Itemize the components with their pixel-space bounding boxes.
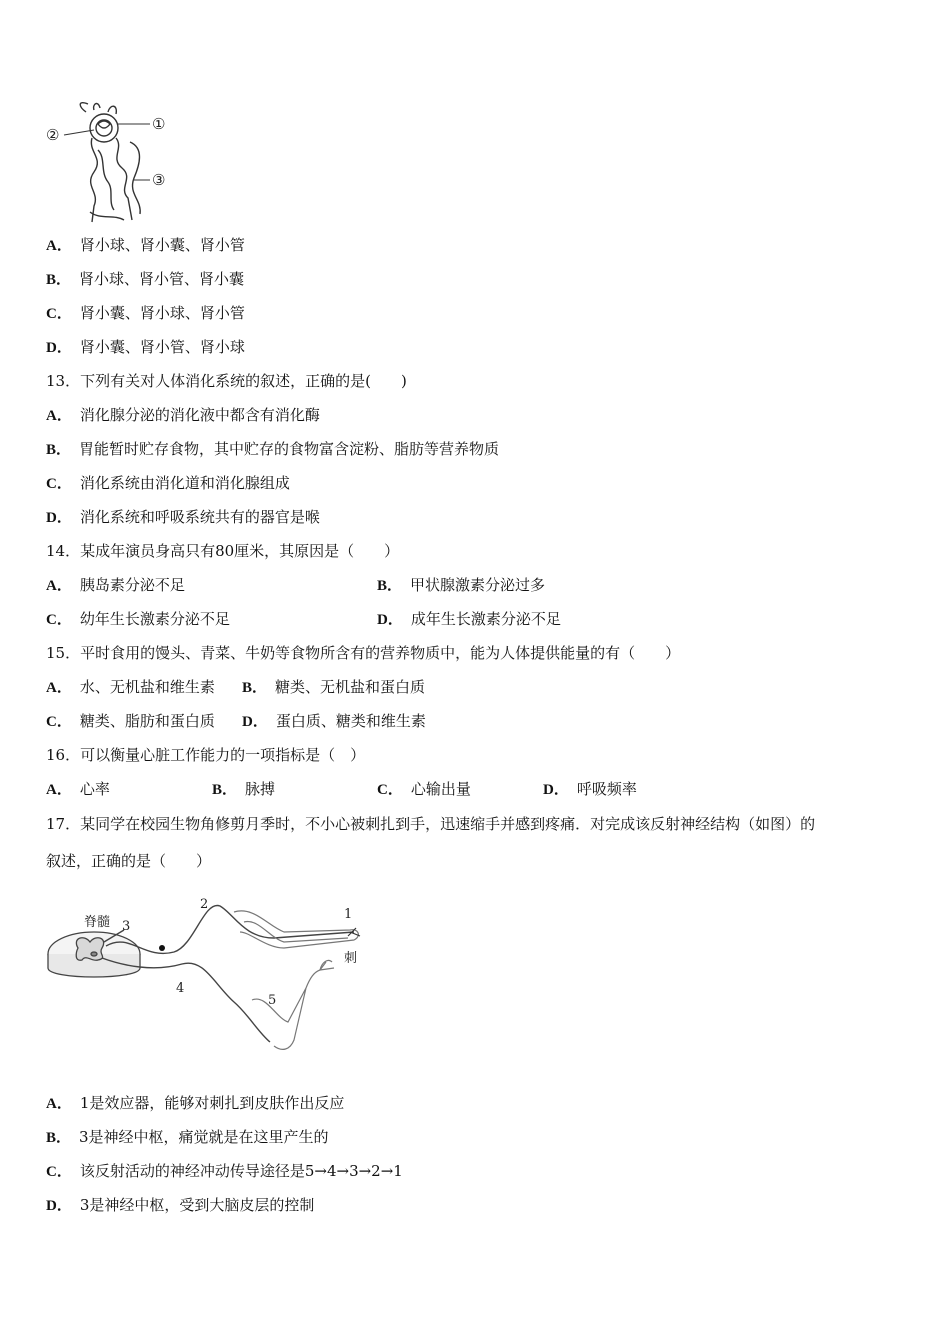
q13-stem: 13．下列有关对人体消化系统的叙述，正确的是( )	[46, 372, 407, 390]
q13-option-a[interactable]	[46, 405, 320, 426]
nephron-figure	[44, 102, 184, 227]
option-label: B．	[46, 1130, 72, 1146]
ganglion-dot	[159, 945, 165, 951]
option-label: D．	[377, 612, 403, 628]
option-label: C．	[46, 612, 72, 628]
q15-option-b[interactable]	[242, 677, 425, 698]
option-text: 蛋白质、糖类和维生素	[275, 712, 426, 730]
q12-option-d[interactable]	[46, 337, 245, 358]
q14-option-d[interactable]	[377, 609, 561, 630]
option-label: D．	[46, 510, 72, 526]
option-text: 3是神经中枢，受到大脑皮层的控制	[79, 1196, 315, 1214]
option-label: C．	[46, 714, 72, 730]
spinal-cord-icon	[48, 932, 140, 977]
option-text: 脉搏	[245, 780, 276, 798]
option-text: 糖类、脂肪和蛋白质	[79, 712, 215, 730]
option-label: C．	[46, 306, 72, 322]
option-text: 该反射活动的神经冲动传导途径是5→4→3→2→1	[79, 1162, 403, 1180]
q12-option-b[interactable]	[46, 269, 244, 290]
option-label: C．	[46, 476, 72, 492]
reflex-arc-figure	[44, 892, 374, 1072]
figure-number-5: 5	[268, 993, 277, 1008]
option-text: 成年生长激素分泌不足	[410, 610, 561, 628]
option-text: 肾小囊、肾小球、肾小管	[79, 304, 245, 322]
q17-option-d[interactable]	[46, 1195, 314, 1216]
option-label: D．	[46, 1198, 72, 1214]
option-text: 消化系统由消化道和消化腺组成	[79, 474, 290, 492]
q14-option-a[interactable]	[46, 575, 185, 596]
option-label: D．	[242, 714, 268, 730]
sensory-nerve	[106, 905, 354, 953]
option-text: 肾小球、肾小囊、肾小管	[79, 236, 245, 254]
option-label: B．	[212, 782, 238, 798]
q15-stem: 15．平时食用的馒头、青菜、牛奶等食物所含有的营养物质中，能为人体提供能量的有（ ）	[46, 644, 681, 662]
figure-number-4: 4	[176, 981, 185, 996]
q12-option-c[interactable]	[46, 303, 245, 324]
q16-option-d[interactable]	[543, 779, 637, 800]
figure-number-2: 2	[200, 897, 209, 912]
sting-label: 刺	[344, 951, 358, 966]
q17-option-c[interactable]	[46, 1161, 403, 1182]
nephron-label-3: ③	[152, 171, 166, 189]
q14-option-b[interactable]	[377, 575, 545, 596]
figure-number-1: 1	[344, 907, 353, 922]
option-text: 糖类、无机盐和蛋白质	[275, 678, 426, 696]
option-label: A．	[46, 238, 72, 254]
label-leader-2	[64, 130, 94, 135]
q16-stem: 16．可以衡量心脏工作能力的一项指标是（ ）	[46, 746, 366, 764]
option-text: 消化腺分泌的消化液中都含有消化酶	[79, 406, 320, 424]
q13-option-d[interactable]	[46, 507, 320, 528]
option-label: D．	[543, 782, 569, 798]
option-label: A．	[46, 408, 72, 424]
option-label: B．	[242, 680, 268, 696]
option-label: D．	[46, 340, 72, 356]
option-label: B．	[377, 578, 403, 594]
option-text: 心率	[79, 780, 110, 798]
q13-option-c[interactable]	[46, 473, 290, 494]
option-text: 幼年生长激素分泌不足	[79, 610, 230, 628]
q12-option-a[interactable]	[46, 235, 245, 256]
spinal-cord-label: 脊髓	[84, 915, 111, 930]
q16-option-b[interactable]	[212, 779, 275, 800]
option-text: 肾小囊、肾小管、肾小球	[79, 338, 245, 356]
option-label: C．	[377, 782, 403, 798]
option-label: B．	[46, 442, 72, 458]
option-label: C．	[46, 1164, 72, 1180]
option-text: 甲状腺激素分泌过多	[410, 576, 546, 594]
option-label: A．	[46, 680, 72, 696]
q14-option-c[interactable]	[46, 609, 230, 630]
q14-stem: 14．某成年演员身高只有80厘米，其原因是（ ）	[46, 542, 400, 560]
option-label: A．	[46, 782, 72, 798]
q15-option-c[interactable]	[46, 711, 215, 732]
upper-arm-icon	[234, 911, 358, 948]
option-label: B．	[46, 272, 72, 288]
option-text: 呼吸频率	[576, 780, 637, 798]
option-label: A．	[46, 578, 72, 594]
q15-option-d[interactable]	[242, 711, 426, 732]
option-label: A．	[46, 1096, 72, 1112]
option-text: 肾小球、肾小管、肾小囊	[79, 270, 245, 288]
q17-option-b[interactable]	[46, 1127, 329, 1148]
q15-option-a[interactable]	[46, 677, 215, 698]
option-text: 心输出量	[410, 780, 471, 798]
option-text: 水、无机盐和维生素	[79, 678, 215, 696]
figure-number-3: 3	[122, 919, 131, 934]
option-text: 3是神经中枢，痛觉就是在这里产生的	[79, 1128, 329, 1146]
option-text: 胰岛素分泌不足	[79, 576, 185, 594]
nephron-label-1: ①	[152, 115, 166, 133]
q13-option-b[interactable]	[46, 439, 499, 460]
q17-stem-line1: 17．某同学在校园生物角修剪月季时，不小心被刺扎到手，迅速缩手并感到疼痛．对完成该反射神经结构（如图）的	[46, 815, 816, 833]
option-text: 1是效应器，能够对刺扎到皮肤作出反应	[79, 1094, 345, 1112]
option-text: 胃能暂时贮存食物，其中贮存的食物富含淀粉、脂肪等营养物质	[79, 440, 500, 458]
q17-stem-line2: 叙述，正确的是（ ）	[46, 852, 212, 870]
nephron-label-2: ②	[46, 126, 60, 144]
option-text: 消化系统和呼吸系统共有的器官是喉	[79, 508, 320, 526]
q16-option-a[interactable]	[46, 779, 110, 800]
q16-option-c[interactable]	[377, 779, 471, 800]
q17-option-a[interactable]	[46, 1093, 344, 1114]
